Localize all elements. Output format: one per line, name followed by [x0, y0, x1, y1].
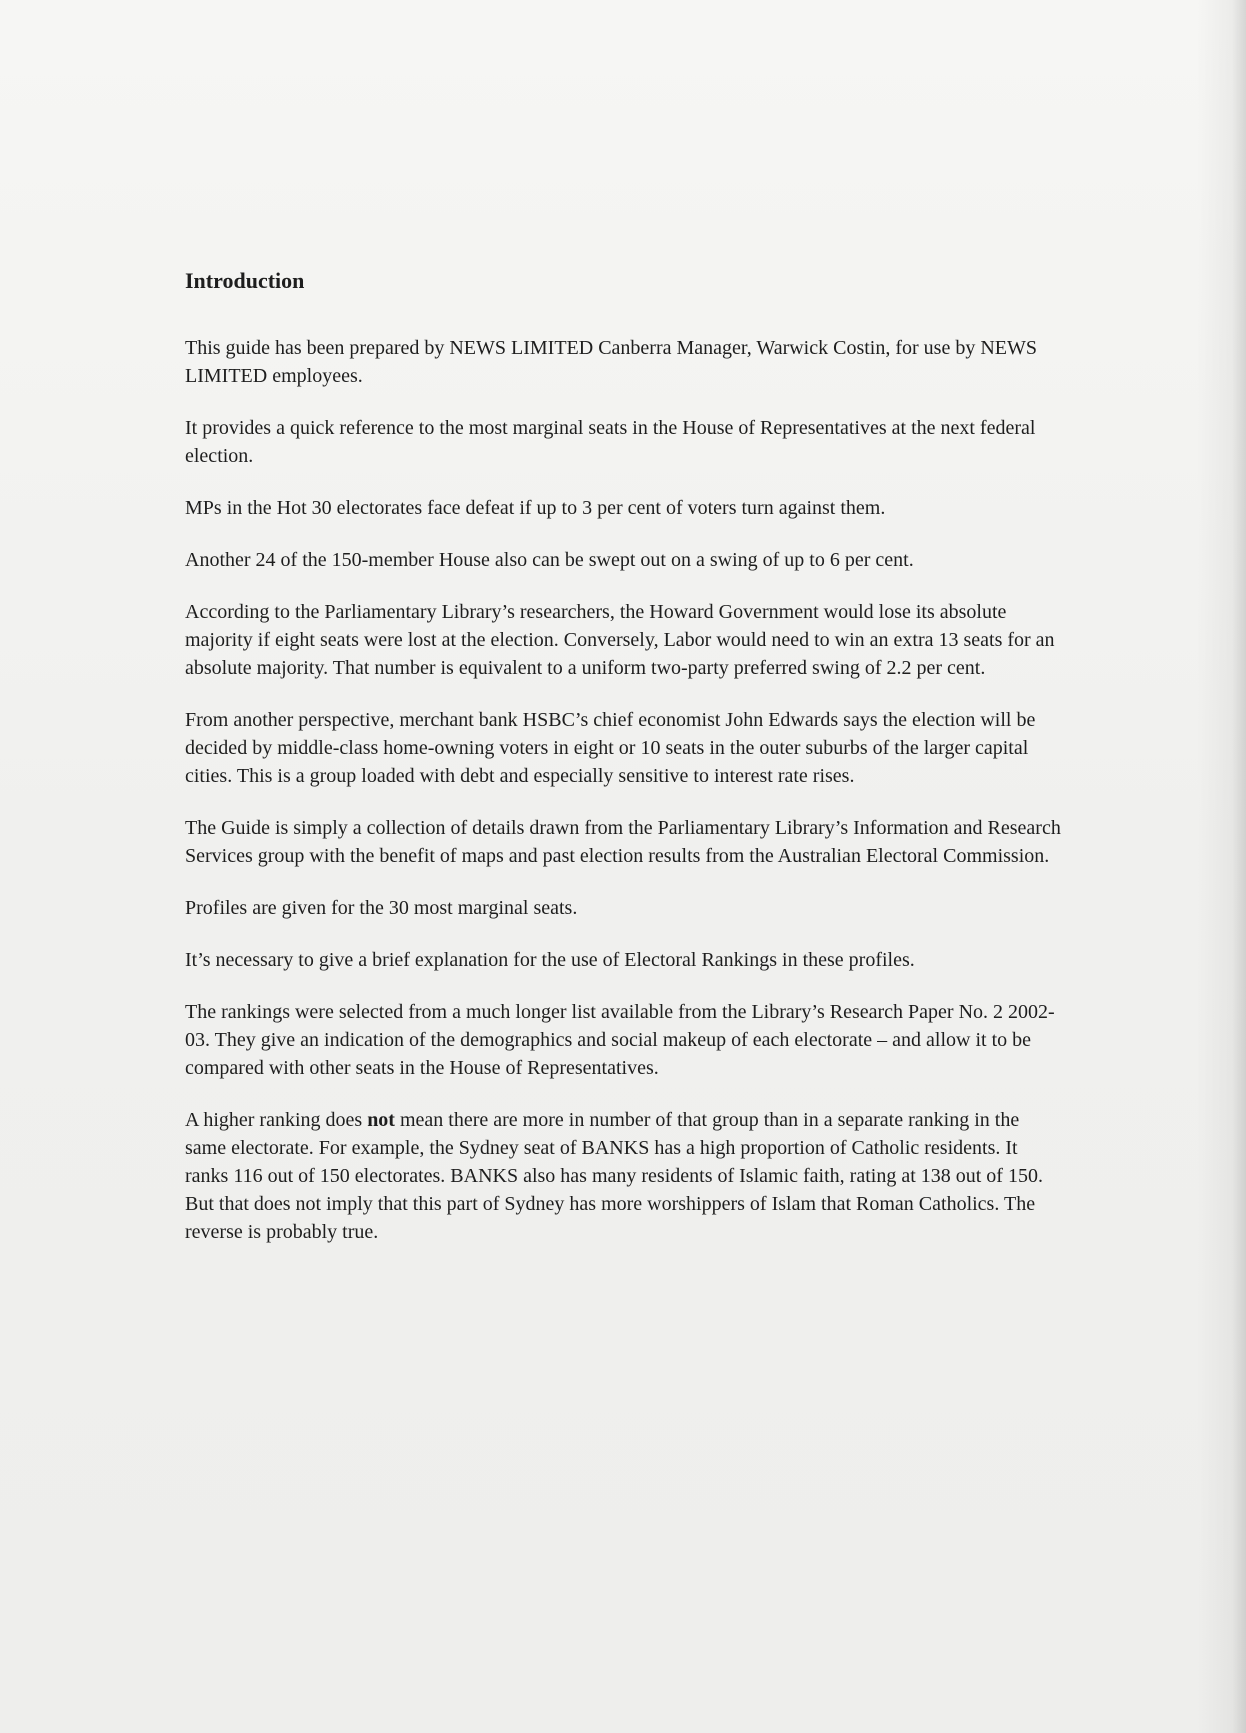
paragraph-11-end: mean there are more in number of that group than in a separate ranking in the same electorate. For example, the Sydney seat of BANKS has a high proportion of Catholic residents. It ranks 116 out of 150 electorates. BANKS also has many residents of Islamic faith, rating at 138 out of 150. But that does not imply that this part of Sydney has more worshippers of Islam that Roman Catholics. The reverse is probably true. — [185, 1109, 1043, 1244]
paragraph-10: The rankings were selected from a much longer list available from the Library’s Research Paper No. 2 2002-03. They give an indication of the demographics and social makeup of each electorate – and allow it to be compared with other seats in the House of Representatives. — [185, 1001, 1055, 1080]
paragraph-2: It provides a quick reference to the most marginal seats in the House of Representatives at the next federal election. — [185, 417, 1036, 468]
document-content — [185, 268, 1065, 1270]
paragraph-5: According to the Parliamentary Library’s researchers, the Howard Government would lose its absolute majority if eight seats were lost at the election. Conversely, Labor would need to win an extra 13 seats for an absolute majority. That number is equivalent to a uniform two-party preferred swing of 2.2 per cent. — [185, 601, 1055, 680]
paragraph-11 — [185, 1106, 1065, 1246]
paragraph-4: Another 24 of the 150-member House also can be swept out on a swing of up to 6 per cent. — [185, 549, 914, 572]
paragraph-3: MPs in the Hot 30 electorates face defeat if up to 3 per cent of voters turn against them. — [185, 497, 886, 520]
paragraph-11-start: A higher ranking does — [185, 1109, 368, 1132]
paragraph-9: It’s necessary to give a brief explanation for the use of Electoral Rankings in these profiles. — [185, 949, 915, 972]
paragraph-8: Profiles are given for the 30 most marginal seats. — [185, 897, 578, 920]
paragraph-1: This guide has been prepared by NEWS LIMITED Canberra Manager, Warwick Costin, for use by NEWS LIMITED employees. — [185, 337, 1037, 388]
paragraph-6: From another perspective, merchant bank HSBC’s chief economist John Edwards says the election will be decided by middle-class home-owning voters in eight or 10 seats in the outer suburbs of the larger capital cities. This is a group loaded with debt and especially sensitive to interest rate rises. — [185, 709, 1036, 788]
paragraph-7: The Guide is simply a collection of details drawn from the Parliamentary Library’s Information and Research Services group with the benefit of maps and past election results from the Australian Electoral Commission. — [185, 817, 1061, 868]
paragraph-11-bold: not — [367, 1109, 395, 1132]
page-title: Introduction — [185, 268, 305, 293]
